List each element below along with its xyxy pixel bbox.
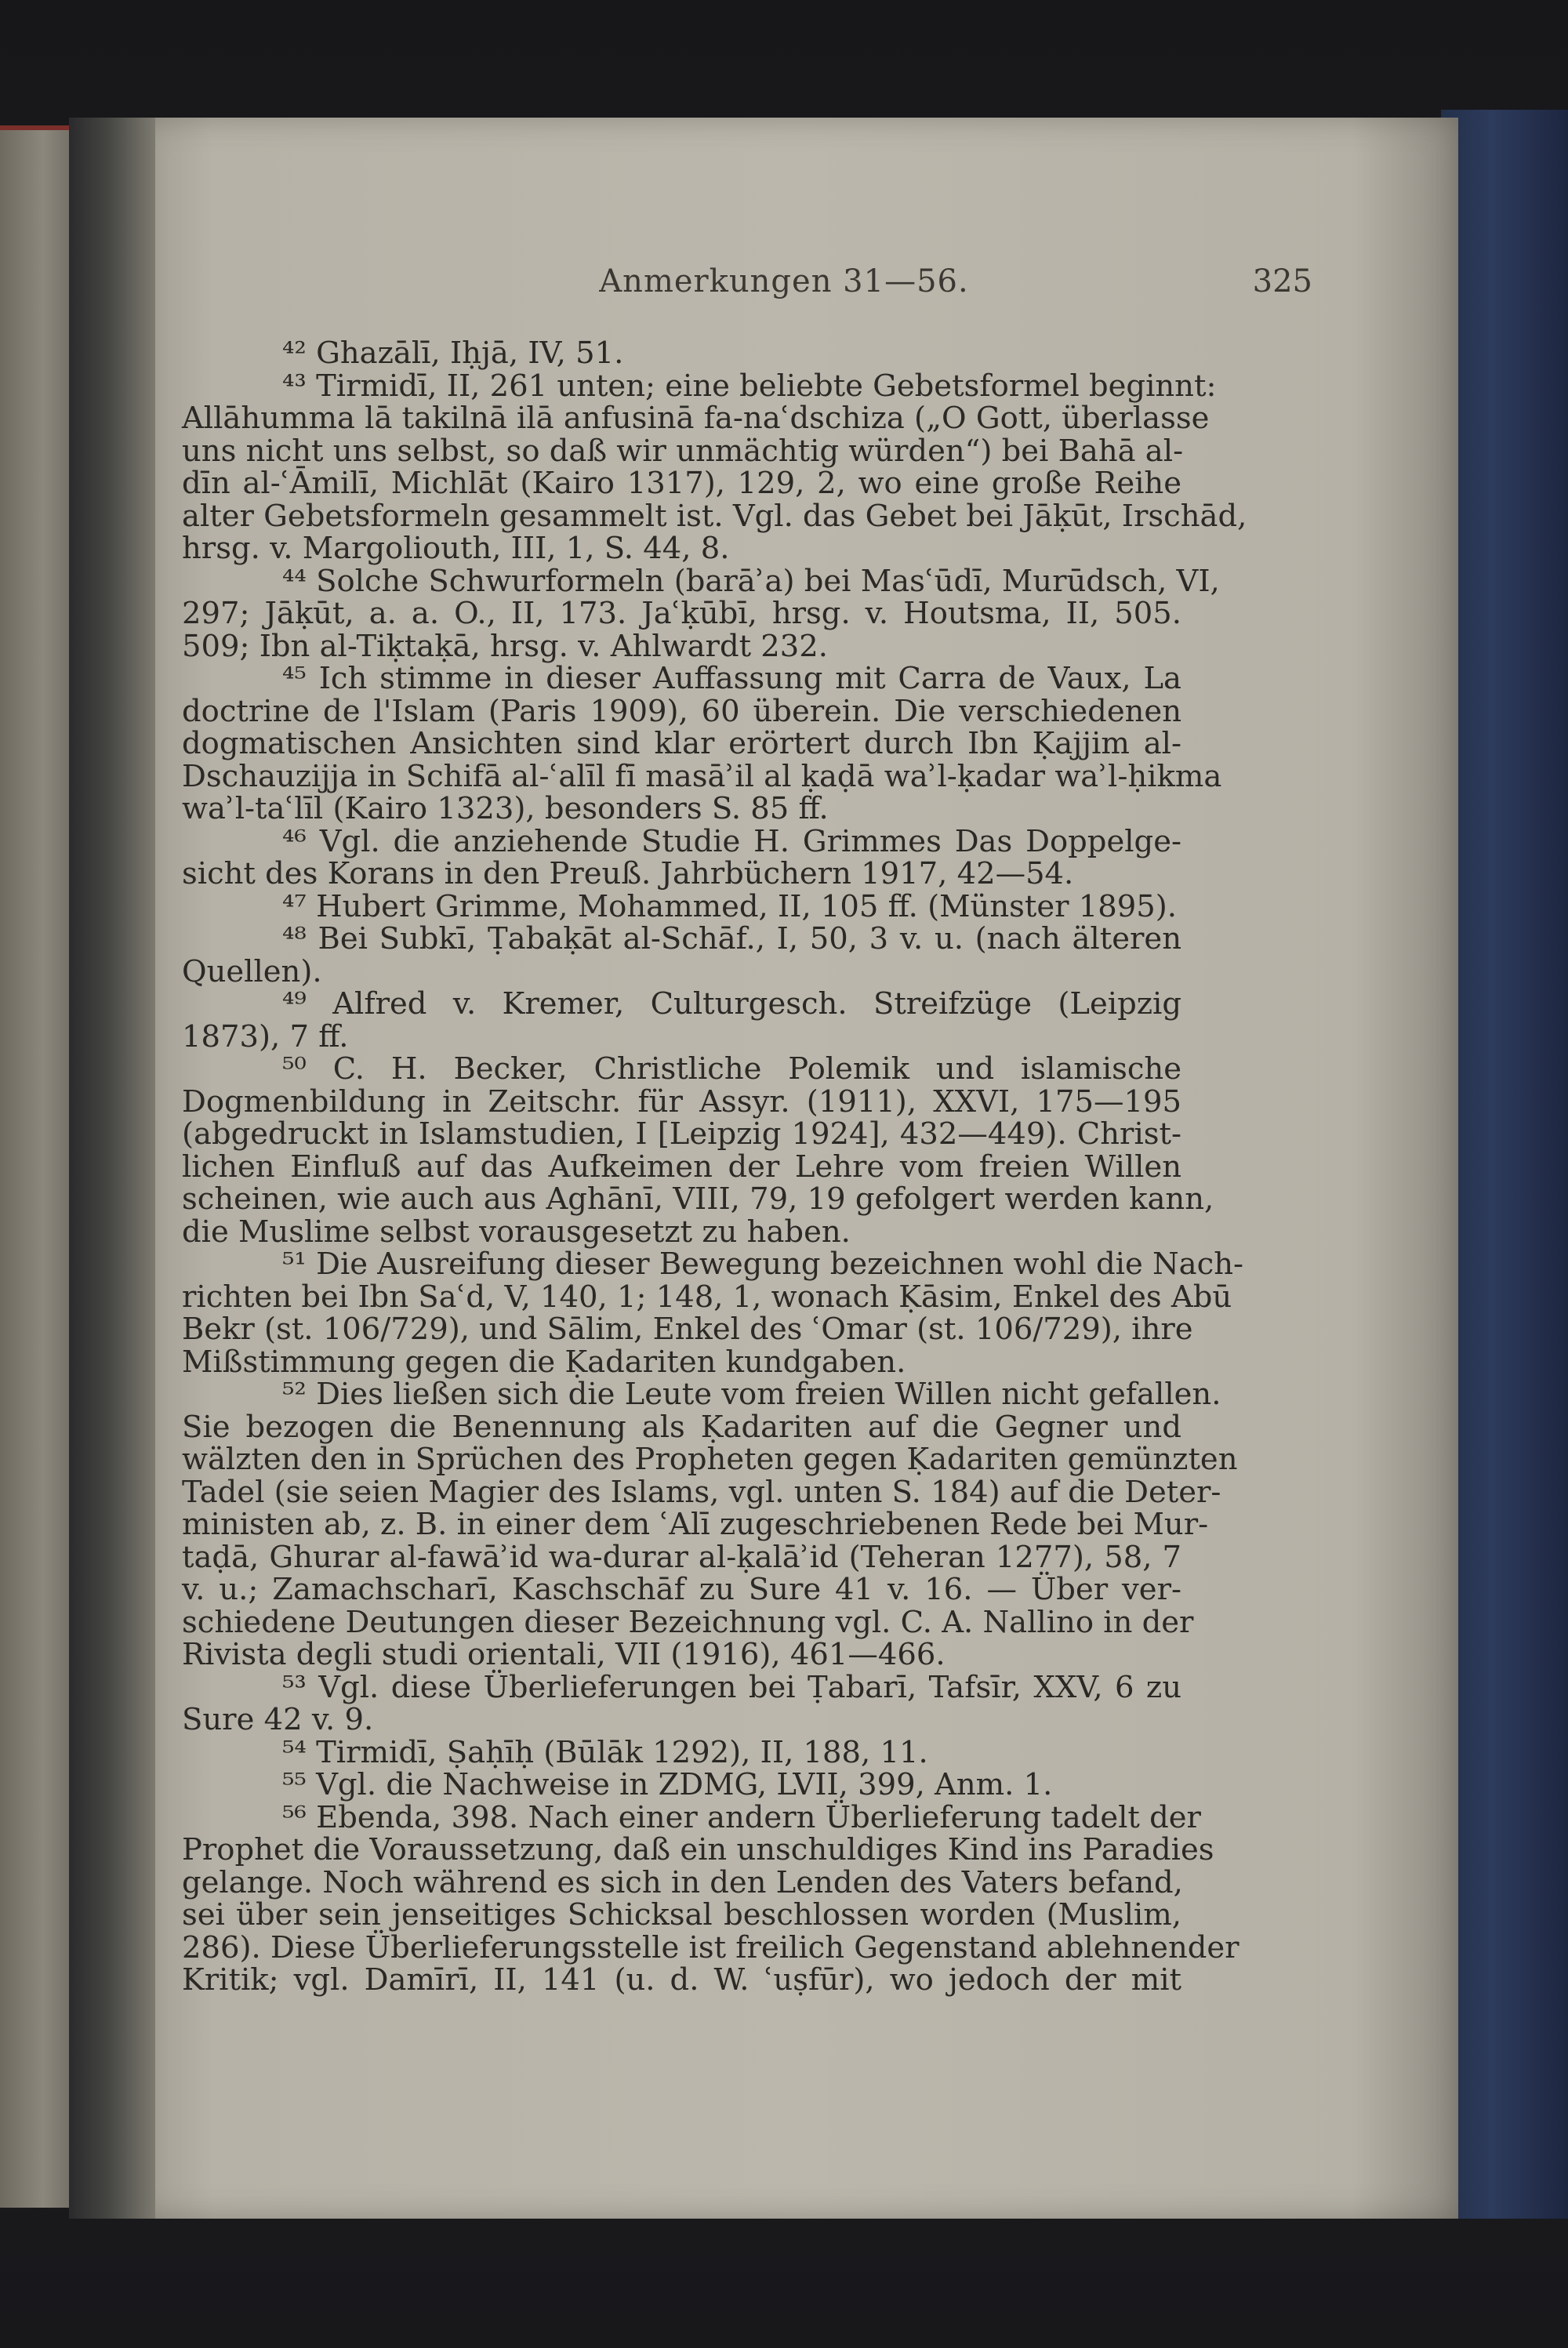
footnote-line: gelange. Noch während es sich in den Lenden des Vaters befand, bbox=[182, 1864, 1183, 1900]
footnote-line: ⁴⁸ Bei Subkī, Ṭabaḳāt al-Schāf., I, 50, 3 v. u. (nach älteren bbox=[282, 921, 1181, 956]
left-page-edge bbox=[0, 125, 78, 2208]
footnote-line: sei über sein jenseitiges Schicksal beschlossen worden (Muslim, bbox=[182, 1897, 1181, 1932]
footnote-line: Mißstimmung gegen die Ḳadariten kundgaben. bbox=[182, 1344, 906, 1380]
footnote-line: uns nicht uns selbst, so daß wir unmächtig würden“) bei Bahā al- bbox=[182, 433, 1184, 469]
footnote-line: wälzten den in Sprüchen des Propheten gegen Ḳadariten gemünzten bbox=[182, 1442, 1238, 1477]
footnote-line: ⁵⁶ Ebenda, 398. Nach einer andern Überlieferung tadelt der bbox=[282, 1799, 1201, 1835]
footnote-line: ⁴² Ghazālī, Iḥjā, IV, 51. bbox=[282, 336, 624, 371]
footnote-line: ⁵⁰ C. H. Becker, Christliche Polemik und islamische bbox=[282, 1051, 1181, 1087]
footnote-line: (abgedruckt in Islamstudien, I [Leipzig 1924], 432—449). Christ- bbox=[182, 1116, 1181, 1152]
footnote-line: die Muslime selbst vorausgesetzt zu haben. bbox=[182, 1214, 851, 1250]
footnote-line: waʾl-taʿlīl (Kairo 1323), besonders S. 85 ff. bbox=[182, 791, 829, 826]
book-cover-edge bbox=[1441, 110, 1568, 2219]
running-head-title: Anmerkungen 31—56. bbox=[599, 263, 969, 299]
footnote-line: Dogmenbildung in Zeitschr. für Assyr. (1911), XXVI, 175—195 bbox=[182, 1083, 1181, 1120]
footnote-line: Dschauzijja in Schifā al-ʿalīl fī masāʾil al ḳaḍā waʾl-ḳadar waʾl-ḥikma bbox=[182, 758, 1222, 794]
running-head bbox=[133, 263, 1458, 310]
footnote-line: schiedene Deutungen dieser Bezeichnung vgl. C. A. Nallino in der bbox=[182, 1604, 1194, 1640]
footnote-line: 286). Diese Überlieferungsstelle ist freilich Gegenstand ablehnender bbox=[182, 1929, 1240, 1965]
footnote-line: sicht des Korans in den Preuß. Jahrbüchern 1917, 42—54. bbox=[182, 856, 1074, 891]
footnote-line: doctrine de l'Islam (Paris 1909), 60 überein. Die verschiedenen bbox=[182, 693, 1181, 729]
footnote-line: Sie bezogen die Benennung als Ḳadariten auf die Gegner und bbox=[182, 1409, 1181, 1445]
footnote-line: Sure 42 v. 9. bbox=[182, 1702, 374, 1737]
footnote-line: ⁴³ Tirmidī, II, 261 unten; eine beliebte Gebetsformel beginnt: bbox=[282, 368, 1217, 404]
footnote-line: v. u.; Zamachscharī, Kaschschāf zu Sure 41 v. 16. — Über ver- bbox=[182, 1572, 1181, 1607]
footnote-line: ⁵⁵ Vgl. die Nachweise in ZDMG, LVII, 399, Anm. 1. bbox=[282, 1767, 1053, 1802]
footnote-line: Tadel (sie seien Magier des Islams, vgl. unten S. 184) auf die Deter- bbox=[182, 1474, 1221, 1510]
footnote-line: 509; Ibn al-Tiḳtaḳā, hrsg. v. Ahlwardt 232. bbox=[182, 628, 829, 664]
footnote-line: ⁴⁴ Solche Schwurformeln (barāʾa) bei Masʿūdī, Murūdsch, VI, bbox=[282, 563, 1220, 599]
footnote-line: ⁴⁷ Hubert Grimme, Mohammed, II, 105 ff. (Münster 1895). bbox=[282, 888, 1178, 924]
footnote-line: Kritik; vgl. Damīrī, II, 141 (u. d. W. ʿuṣfūr), wo jedoch der mit bbox=[182, 1962, 1181, 1998]
footnote-line: ⁵² Dies ließen sich die Leute vom freien Willen nicht gefallen. bbox=[282, 1377, 1221, 1412]
footnote-line: richten bei Ibn Saʿd, V, 140, 1; 148, 1, wonach Ḳāsim, Enkel des Abū bbox=[182, 1279, 1232, 1315]
footnote-line: ⁴⁵ Ich stimme in dieser Auffassung mit Carra de Vaux, La bbox=[282, 661, 1181, 696]
footnote-line: ⁴⁹ Alfred v. Kremer, Culturgesch. Streifzüge (Leipzig bbox=[282, 986, 1181, 1022]
footnote-line: scheinen, wie auch aus Aghānī, VIII, 79, 19 gefolgert werden kann, bbox=[182, 1181, 1214, 1217]
footnote-line: Rivista degli studi orientali, VII (1916), 461—466. bbox=[182, 1637, 946, 1672]
footnote-line: alter Gebetsformeln gesammelt ist. Vgl. das Gebet bei Jāḳūt, Irschād, bbox=[182, 498, 1247, 534]
footnote-line: ⁴⁶ Vgl. die anziehende Studie H. Grimmes Das Doppelge- bbox=[282, 823, 1181, 859]
footnotes-body bbox=[182, 336, 1247, 1998]
footnote-line: Quellen). bbox=[182, 953, 322, 989]
footnote-line: hrsg. v. Margoliouth, III, 1, S. 44, 8. bbox=[182, 531, 730, 566]
footnote-line: lichen Einfluß auf das Aufkeimen der Lehre vom freien Willen bbox=[182, 1149, 1181, 1185]
footnote-line: ⁵⁴ Tirmidī, Ṣaḥīḥ (Būlāk 1292), II, 188, 11. bbox=[282, 1734, 928, 1770]
footnote-line: ⁵¹ Die Ausreifung dieser Bewegung bezeichnen wohl die Nach- bbox=[282, 1247, 1244, 1282]
footnote-line: ⁵³ Vgl. diese Überlieferungen bei Ṭabarī, Tafsīr, XXV, 6 zu bbox=[282, 1669, 1181, 1705]
footnote-line: Prophet die Voraussetzung, daß ein unschuldiges Kind ins Paradies bbox=[182, 1832, 1214, 1867]
page-number: 325 bbox=[1252, 263, 1312, 299]
footnote-line: ministen ab, z. B. in einer dem ʿAlī zugeschriebenen Rede bei Mur- bbox=[182, 1507, 1209, 1542]
footnote-line: Bekr (st. 106/729), und Sālim, Enkel des ʿOmar (st. 106/729), ihre bbox=[182, 1312, 1193, 1347]
footnote-line: dogmatischen Ansichten sind klar erörtert durch Ibn Ḳajjim al- bbox=[182, 726, 1181, 761]
footnote-line: dīn al-ʿĀmilī, Michlāt (Kairo 1317), 129, 2, wo eine große Reihe bbox=[182, 466, 1181, 501]
footnote-line: 1873), 7 ff. bbox=[182, 1018, 349, 1054]
footnote-line: Allāhumma lā takilnā ilā anfusinā fa-naʿdschiza („O Gott, überlasse bbox=[182, 401, 1210, 436]
page-gutter bbox=[69, 118, 155, 2219]
footnote-line: 297; Jāḳūt, a. a. O., II, 173. Jaʿḳūbī, hrsg. v. Houtsma, II, 505. bbox=[182, 596, 1181, 631]
footnote-line: taḍā, Ghurar al-fawāʾid wa-durar al-ḳalāʾid (Teheran 1277), 58, 7 bbox=[182, 1539, 1181, 1575]
